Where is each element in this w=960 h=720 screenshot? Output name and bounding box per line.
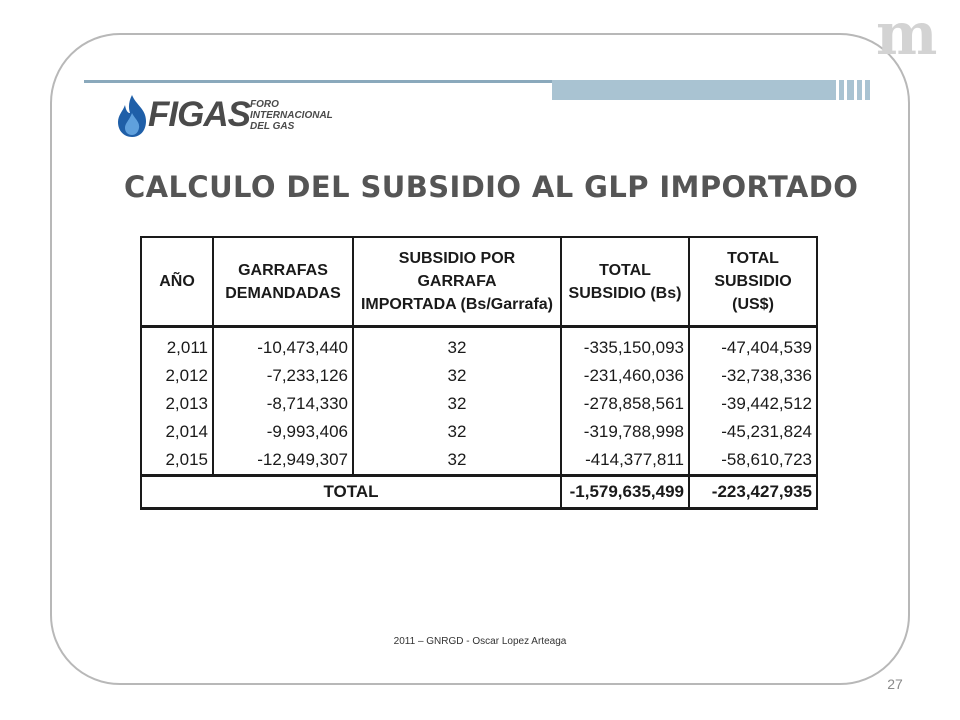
subsidy-table <box>140 236 818 510</box>
header-line: TOTAL <box>727 250 779 267</box>
cell-subsidio-garrafa: 32 <box>353 362 561 390</box>
accent-stripe <box>844 80 847 100</box>
cell-garrafas: -9,993,406 <box>213 418 353 446</box>
header-line: SUBSIDIO (Bs) <box>568 284 682 302</box>
flame-icon <box>114 93 150 139</box>
slide-title: CALCULO DEL SUBSIDIO AL GLP IMPORTADO <box>124 170 859 204</box>
header-line: DEMANDADAS <box>225 284 341 302</box>
header-total-us <box>689 237 817 327</box>
cell-total-us: -32,738,336 <box>689 362 817 390</box>
header-line: GARRAFAS <box>238 261 328 279</box>
header-total-bs <box>561 237 689 327</box>
total-label: TOTAL <box>141 476 561 509</box>
cell-total-bs: -414,377,811 <box>561 446 689 476</box>
header-subsidio-garrafa <box>353 237 561 327</box>
cell-garrafas: -12,949,307 <box>213 446 353 476</box>
slide-footer: 2011 – GNRGD - Oscar Lopez Arteaga <box>393 636 567 647</box>
accent-stripe <box>862 80 865 100</box>
cell-total-bs: -231,460,036 <box>561 362 689 390</box>
logo-subtitle-line: INTERNACIONAL <box>250 110 333 121</box>
table-total-row <box>141 476 817 509</box>
cell-subsidio-garrafa: 32 <box>353 446 561 476</box>
accent-stripe <box>854 80 857 100</box>
table-row <box>141 327 817 363</box>
cell-year: 2,014 <box>141 418 213 446</box>
header-garrafas <box>213 237 353 327</box>
cell-total-bs: -278,858,561 <box>561 390 689 418</box>
cell-total-bs: -335,150,093 <box>561 327 689 363</box>
cell-subsidio-garrafa: 32 <box>353 418 561 446</box>
logo-wordmark: FIGAS <box>148 95 250 134</box>
cell-total-us: -39,442,512 <box>689 390 817 418</box>
total-us: -223,427,935 <box>689 476 817 509</box>
table-header-row <box>141 237 817 327</box>
cell-garrafas: -8,714,330 <box>213 390 353 418</box>
cell-garrafas: -7,233,126 <box>213 362 353 390</box>
cell-total-us: -45,231,824 <box>689 418 817 446</box>
cell-year: 2,015 <box>141 446 213 476</box>
header-line: SUBSIDIO (US$) <box>714 273 792 313</box>
cell-total-us: -47,404,539 <box>689 327 817 363</box>
cell-subsidio-garrafa: 32 <box>353 327 561 363</box>
cell-subsidio-garrafa: 32 <box>353 390 561 418</box>
logo-subtitle-line: FORO <box>250 99 279 110</box>
cell-total-us: -58,610,723 <box>689 446 817 476</box>
table-row <box>141 446 817 476</box>
accent-block <box>552 80 870 100</box>
corner-watermark: m <box>876 0 932 68</box>
header-line: IMPORTADA (Bs/Garrafa) <box>360 296 554 313</box>
total-bs: -1,579,635,499 <box>561 476 689 509</box>
header-year <box>141 237 213 327</box>
header-line: TOTAL <box>599 261 651 279</box>
accent-stripe <box>836 80 839 100</box>
logo-subtitle-line: DEL GAS <box>250 121 295 132</box>
header-line: AÑO <box>159 273 195 290</box>
table-row <box>141 418 817 446</box>
logo-subtitle <box>250 99 360 132</box>
table-row <box>141 362 817 390</box>
page-number: 27 <box>887 676 903 692</box>
accent-line <box>84 80 554 83</box>
header-line: SUBSIDIO POR GARRAFA <box>398 250 516 290</box>
cell-garrafas: -10,473,440 <box>213 327 353 363</box>
cell-year: 2,011 <box>141 327 213 363</box>
figas-logo <box>114 93 354 143</box>
table-row <box>141 390 817 418</box>
cell-year: 2,013 <box>141 390 213 418</box>
cell-total-bs: -319,788,998 <box>561 418 689 446</box>
cell-year: 2,012 <box>141 362 213 390</box>
